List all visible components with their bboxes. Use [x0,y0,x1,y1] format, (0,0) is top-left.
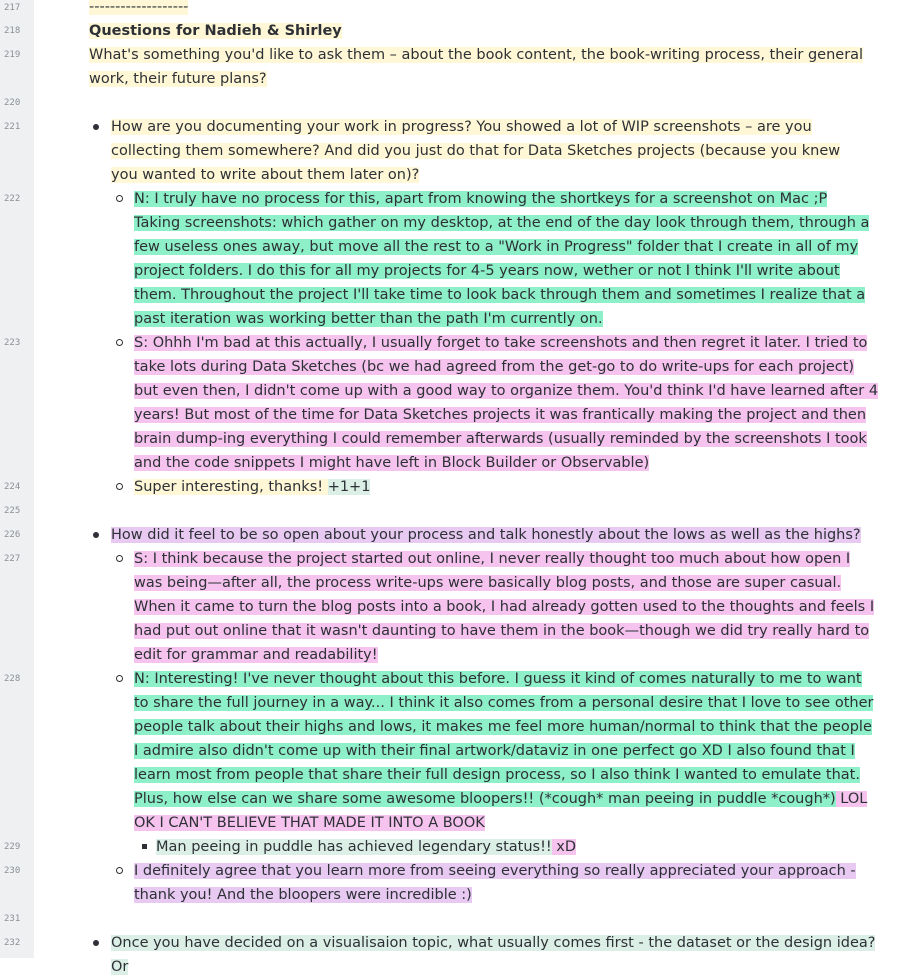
circle-bullet-icon [116,867,123,874]
question-text: Once you have decided on a visualisaion topic, what usually comes first - the dataset or the design idea? Or [111,935,876,975]
question-text: How did it feel to be so open about your process and talk honestly about the lows as well as the highs? [111,527,861,543]
section-heading [89,19,879,43]
line-number: 221 [4,122,21,132]
answer-text: N: Interesting! I've never thought about this before. I guess it kind of comes naturally to me to want to share the full journey in a way... I think it also comes from a personal desire that I love to see other people talk about their highs and lows, it makes me feel more human/normal to think that the people I admire also didn't come up with their final artwork/dataviz in one perfect go XD I also found that I learn most from people that share their full design process, so I also think I wanted to emulate that. Plus, how else can we share some awesome bloopers!! (*cough* man peeing in puddle *cough*) [134,671,874,807]
sub-comment-item [156,835,876,859]
bullet-icon [93,124,99,130]
answer-item-nadieh [134,667,880,835]
line-number: 227 [4,554,21,564]
line-number: 228 [4,674,21,684]
answer-text: S: Ohhh I'm bad at this actually, I usually forget to take screenshots and then regret it later. I tried to take lots during Data Sketches (bc we had agreed from the get-go to do write-ups for each project) but even then, I didn't come up with a good way to organize them. You'd think I'd have learned after 4 years! But most of the time for Data Sketches projects it was frantically making the project and then brain dump-ing everything I could remember afterwards (usually reminded by the screenshots I took and the code snippets I might have left in Block Builder or Observable) [134,335,879,471]
rule-text: ------------------- [89,0,189,15]
answer-text: N: I truly have no process for this, apart from knowing the shortkeys for a screenshot on Mac ;P Taking screenshots: which gather on my desktop, at the end of the day look through them, through a few useless ones away, but move all the rest to a "Work in Progress" folder that I create in all of my project folders. I do this for all my projects for 4-5 years now, wether or not I think I'll write about them. Throughout the project I'll take time to look back through them and sometimes I realize that a past iteration was working better than the path I'm currently on. [134,191,870,327]
line-number: 229 [4,842,21,852]
intro-text: What's something you'd like to ask them – about the book content, the book-writing process, their general work, their future plans? [89,47,864,87]
line-number: 222 [4,194,21,204]
answer-item-nadieh [134,187,876,331]
line-number: 224 [4,482,21,492]
circle-bullet-icon [116,483,123,490]
circle-bullet-icon [116,675,123,682]
comment-item [134,859,880,907]
heading-text: Questions for Nadieh & Shirley [89,23,342,39]
line-number: 231 [4,914,21,924]
sub-comment-text: Man peeing in puddle has achieved legendary status!! [156,839,552,855]
line-number: 232 [4,938,21,948]
reply-text: xD [551,839,577,855]
comment-reaction: +1+1 [327,479,371,495]
bullet-icon [93,940,99,946]
answer-item-shirley [134,547,880,667]
comment-text: Super interesting, thanks! [134,479,328,495]
horizontal-rule-text [89,0,879,19]
answer-item-shirley [134,331,880,475]
answer-text: S: I think because the project started out online, I never really thought too much about how open I was being—after all, the process write-ups were basically blog posts, and those are super casual. When it came to turn the blog posts into a book, I had already gotten used to the thoughts and feels I had put out online that it wasn't daunting to have them in the book—though we did try really hard to edit for grammar and readability! [134,551,875,663]
circle-bullet-icon [116,339,123,346]
line-number: 217 [4,3,21,13]
circle-bullet-icon [116,555,123,562]
line-number: 225 [4,506,21,516]
comment-item [134,475,876,499]
line-number: 219 [4,50,21,60]
bullet-icon [93,532,99,538]
question-item [111,523,881,547]
line-number: 223 [4,338,21,348]
reply-text: LOL OK I CAN'T BELIEVE THAT MADE IT INTO A BOOK [134,791,868,831]
comment-text: I definitely agree that you learn more from seeing everything so really appreciated your approach - thank you! And the bloopers were incredible :) [134,863,856,903]
line-number: 218 [4,26,21,36]
line-number: 226 [4,530,21,540]
line-number-gutter [0,0,34,958]
question-item [111,931,881,979]
circle-bullet-icon [116,195,123,202]
line-number: 220 [4,98,21,108]
intro-paragraph [89,43,879,91]
question-item [111,115,871,187]
question-text: How are you documenting your work in progress? You showed a lot of WIP screenshots – are you collecting them somewhere? And did you just do that for Data Sketches projects (because you knew you wanted to write about them later on)? [111,119,841,183]
line-number: 230 [4,866,21,876]
square-bullet-icon [142,844,147,849]
